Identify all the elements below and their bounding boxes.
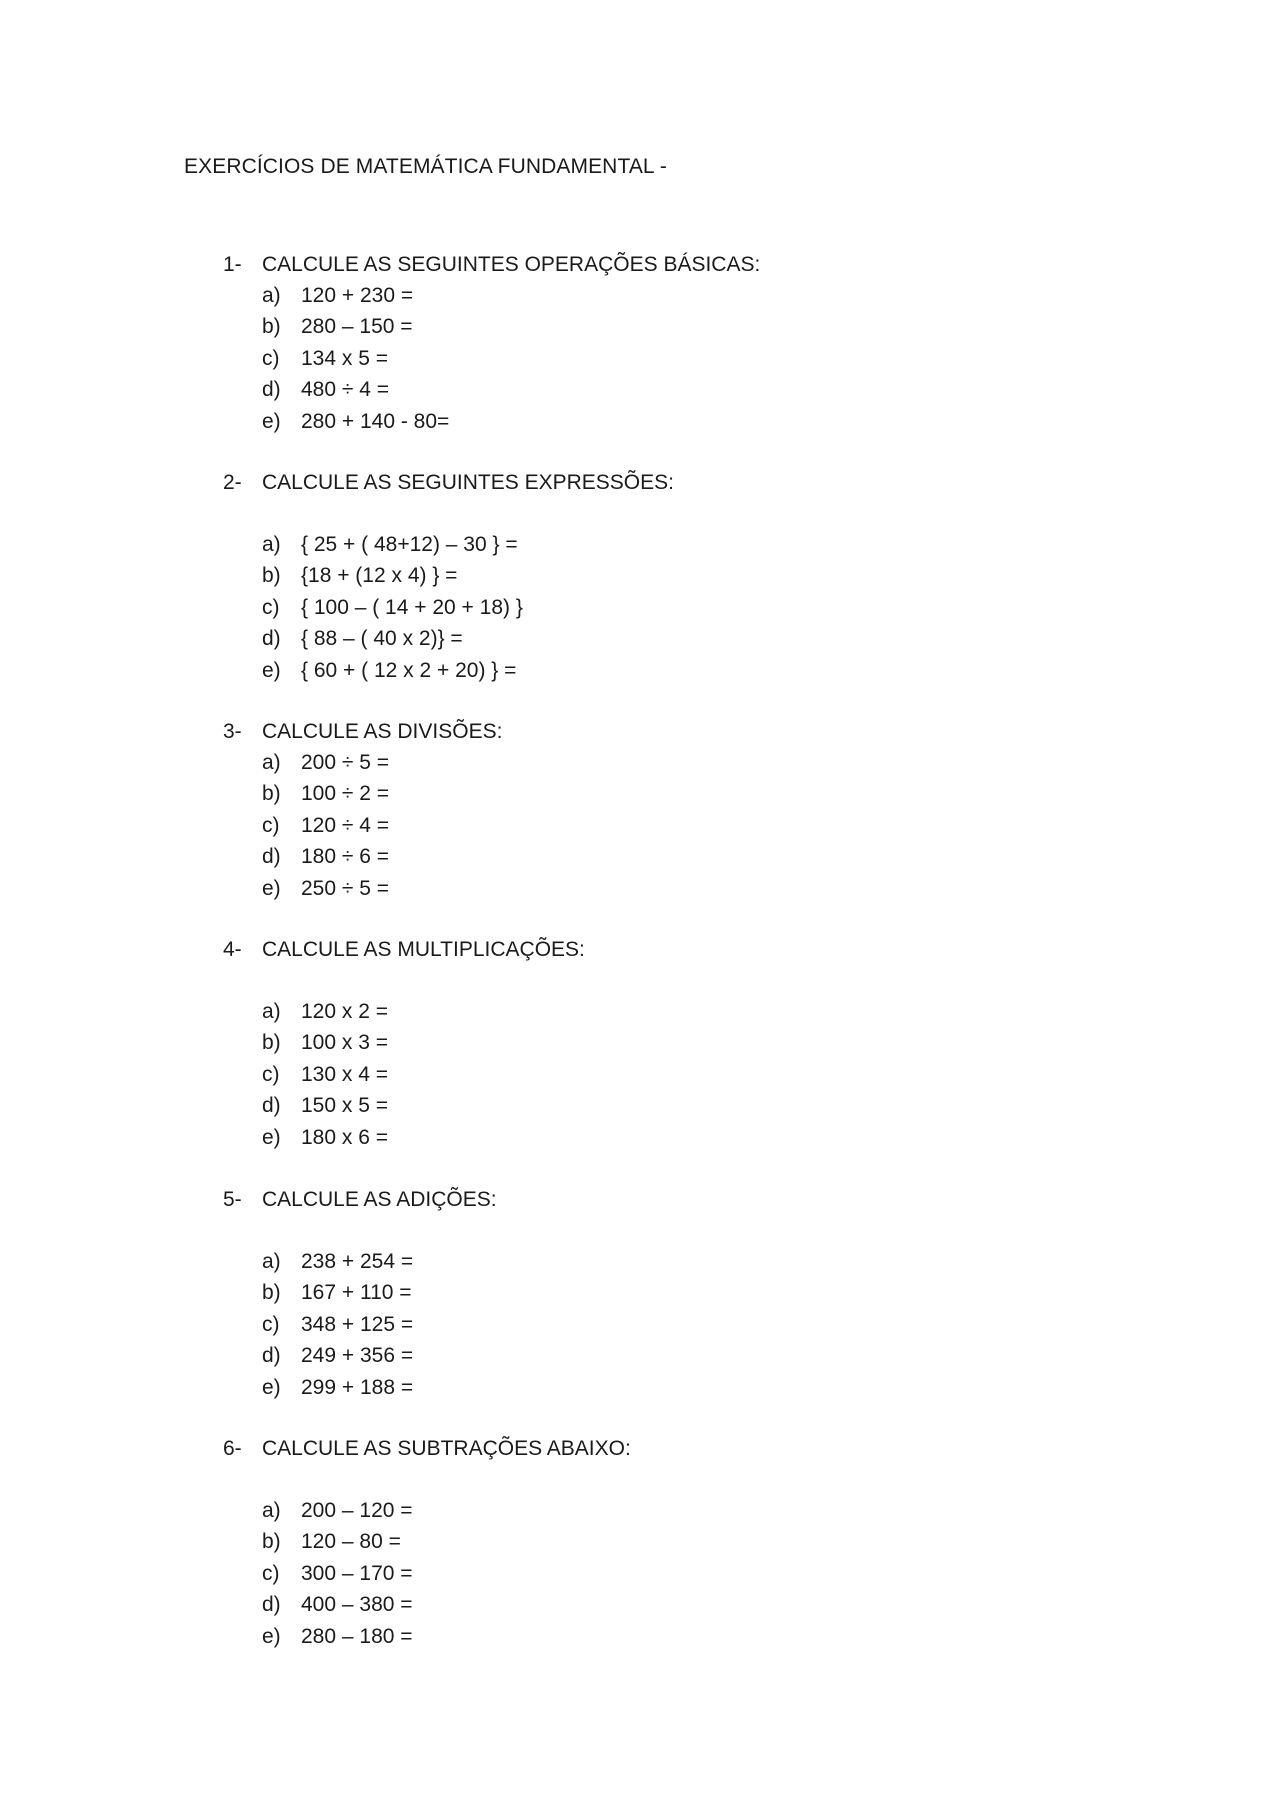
item-expression: 280 + 140 - 80= — [301, 409, 450, 433]
exercise-number: 5- — [223, 1188, 242, 1211]
item-expression: 348 + 125 = — [301, 1312, 414, 1336]
item-expression: 120 + 230 = — [301, 284, 414, 307]
item-letter: e) — [262, 409, 281, 433]
item-expression: 100 ÷ 2 = — [301, 782, 390, 806]
exercise-item-list — [223, 1495, 631, 1652]
item-expression: 280 – 180 = — [301, 1624, 413, 1648]
item-expression: 200 ÷ 5 = — [301, 751, 390, 774]
item-expression: 130 x 4 = — [301, 1062, 388, 1086]
exercise-heading-text: CALCULE AS SUBTRAÇÕES ABAIXO: — [262, 1437, 631, 1460]
exercise-number: 6- — [223, 1437, 242, 1460]
exercise-heading — [223, 1433, 631, 1464]
item-letter: b) — [262, 1031, 281, 1055]
item-expression: 150 x 5 = — [301, 1094, 388, 1118]
exercise-item — [262, 1589, 631, 1620]
exercise-item — [262, 1558, 631, 1589]
exercise-item — [262, 280, 760, 311]
exercise-item — [262, 1246, 497, 1277]
item-expression: 120 x 2 = — [301, 1000, 388, 1023]
item-letter: b) — [262, 315, 281, 339]
item-letter: e) — [262, 876, 281, 900]
item-expression: 299 + 188 = — [301, 1375, 414, 1399]
item-letter: e) — [262, 658, 281, 682]
item-expression: 280 – 150 = — [301, 315, 413, 339]
exercise-item — [262, 1122, 585, 1153]
exercise-heading — [223, 1184, 497, 1215]
item-letter: d) — [262, 378, 281, 402]
item-expression: 100 x 3 = — [301, 1031, 388, 1055]
exercise-item — [262, 1027, 585, 1058]
item-expression: 120 – 80 = — [301, 1530, 401, 1554]
exercise-item — [262, 1340, 497, 1371]
exercise-item — [262, 873, 502, 904]
item-letter: a) — [262, 751, 281, 774]
item-expression: { 88 – ( 40 x 2)} = — [301, 627, 463, 651]
item-letter: c) — [262, 595, 280, 619]
item-letter: a) — [262, 1000, 281, 1023]
item-letter: c) — [262, 1312, 280, 1336]
exercise-item — [262, 1495, 631, 1526]
item-expression: 249 + 356 = — [301, 1344, 414, 1368]
exercise-item-list — [223, 1246, 497, 1403]
item-letter: d) — [262, 627, 281, 651]
exercise-number: 3- — [223, 720, 242, 743]
item-letter: d) — [262, 1593, 281, 1617]
exercise-3 — [223, 716, 502, 904]
exercise-item — [262, 560, 674, 591]
exercise-item — [262, 996, 585, 1027]
item-letter: d) — [262, 845, 281, 869]
exercise-heading-text: CALCULE AS SEGUINTES OPERAÇÕES BÁSICAS: — [262, 253, 761, 276]
item-expression: 300 – 170 = — [301, 1561, 413, 1585]
item-letter: d) — [262, 1344, 281, 1368]
exercise-heading — [223, 249, 760, 280]
exercise-item — [262, 623, 674, 654]
exercise-5 — [223, 1184, 497, 1403]
exercise-item — [262, 374, 760, 405]
item-letter: d) — [262, 1094, 281, 1118]
item-expression: 250 ÷ 5 = — [301, 876, 390, 900]
exercise-item — [262, 406, 760, 437]
exercise-heading-text: CALCULE AS DIVISÕES: — [262, 720, 503, 743]
item-letter: c) — [262, 346, 280, 370]
exercise-item — [262, 1621, 631, 1652]
item-expression: 400 – 380 = — [301, 1593, 413, 1617]
exercise-item — [262, 747, 502, 778]
exercise-item — [262, 1059, 585, 1090]
exercise-item — [262, 810, 502, 841]
exercise-item-list — [223, 529, 674, 686]
exercise-item — [262, 778, 502, 809]
item-letter: a) — [262, 1250, 281, 1273]
item-letter: e) — [262, 1125, 281, 1149]
item-letter: c) — [262, 1062, 280, 1086]
item-letter: b) — [262, 1530, 281, 1554]
exercise-number: 1- — [223, 253, 242, 276]
exercise-item — [262, 1372, 497, 1403]
exercise-item — [262, 1090, 585, 1121]
exercise-item — [262, 1277, 497, 1308]
item-expression: 134 x 5 = — [301, 346, 388, 370]
exercise-item-list — [223, 280, 760, 437]
exercise-heading — [223, 467, 674, 498]
exercise-item — [262, 592, 674, 623]
exercise-item-list — [223, 747, 502, 904]
item-letter: b) — [262, 1281, 281, 1305]
exercise-item — [262, 343, 760, 374]
item-expression: { 60 + ( 12 x 2 + 20) } = — [301, 658, 517, 682]
exercise-item — [262, 1526, 631, 1557]
exercise-heading-text: CALCULE AS SEGUINTES EXPRESSÕES: — [262, 471, 674, 494]
document-title: EXERCÍCIOS DE MATEMÁTICA FUNDAMENTAL - — [184, 155, 667, 178]
item-expression: {18 + (12 x 4) } = — [301, 564, 458, 588]
item-expression: 480 ÷ 4 = — [301, 378, 390, 402]
item-letter: e) — [262, 1624, 281, 1648]
exercise-heading-text: CALCULE AS ADIÇÕES: — [262, 1188, 497, 1211]
exercise-heading-text: CALCULE AS MULTIPLICAÇÕES: — [262, 938, 585, 961]
item-letter: b) — [262, 564, 281, 588]
exercise-item — [262, 655, 674, 686]
exercise-4 — [223, 934, 585, 1153]
item-letter: a) — [262, 533, 281, 556]
exercise-number: 2- — [223, 471, 242, 494]
exercise-2 — [223, 467, 674, 686]
exercise-1 — [223, 249, 760, 437]
exercise-number: 4- — [223, 938, 242, 961]
exercise-item-list — [223, 996, 585, 1153]
item-letter: c) — [262, 813, 280, 837]
item-expression: 180 x 6 = — [301, 1125, 388, 1149]
exercise-6 — [223, 1433, 631, 1652]
exercise-item — [262, 841, 502, 872]
exercise-item — [262, 311, 760, 342]
item-expression: { 100 – ( 14 + 20 + 18) } — [301, 595, 523, 619]
item-letter: a) — [262, 1499, 281, 1522]
item-expression: 120 ÷ 4 = — [301, 813, 390, 837]
item-letter: c) — [262, 1561, 280, 1585]
item-expression: { 25 + ( 48+12) – 30 } = — [301, 533, 518, 556]
item-expression: 200 – 120 = — [301, 1499, 413, 1522]
exercise-heading — [223, 934, 585, 965]
exercise-item — [262, 1309, 497, 1340]
item-expression: 238 + 254 = — [301, 1250, 414, 1273]
item-expression: 180 ÷ 6 = — [301, 845, 390, 869]
item-expression: 167 + 110 = — [301, 1281, 412, 1305]
exercise-item — [262, 529, 674, 560]
exercise-heading — [223, 716, 502, 747]
item-letter: e) — [262, 1375, 281, 1399]
item-letter: a) — [262, 284, 281, 307]
item-letter: b) — [262, 782, 281, 806]
